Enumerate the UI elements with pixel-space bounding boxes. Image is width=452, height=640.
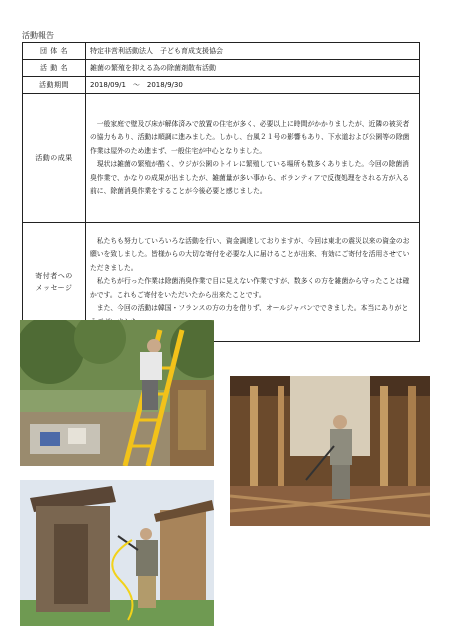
row-label-organization: 団 体 名 <box>23 43 86 60</box>
report-table <box>22 42 420 342</box>
message-paragraph-2: 私たちが行った作業は除菌消臭作業で目に見えない作業ですが、数多くの方を雑菌から守ったことは確かです。これもご寄付をいただいたから出来たことです。 <box>90 277 410 299</box>
message-paragraph-3: また、今回の活動は韓国・フランスの方の力を借りず、オールジャパンでできました。本当にありがと <box>96 304 409 313</box>
page-title: 活動報告 <box>22 31 54 40</box>
activity-photo-ladder <box>20 320 214 466</box>
row-label-period: 活動期間 <box>23 77 86 94</box>
results-paragraph-1: 一般家庭で壁及び床が解体済みで放置の住宅が多く、必要以上に時間がかかりましたが、近隣の被災者の協力もあり、活動は順調に進みました。しかし、台風２１号の影響もあり、下水道および公園等の除菌作業は屋外のため進まず、一般住宅が中心となりました。 <box>90 119 410 155</box>
message-paragraph-1: 私たちも努力していろいろな活動を行い、資金調達しておりますが、今回は東北の震災以来の資金のお願いを致しました。皆様からの大切な寄付を必要な人に届けることが出来、有効にご寄付を活用させていただきました。 <box>90 236 410 272</box>
table-row <box>23 60 420 77</box>
row-value-organization: 特定非営利活動法人 子ども育成支援協会 <box>86 43 420 60</box>
table-row <box>23 94 420 223</box>
results-paragraph-2: 現状は雑菌の繁殖が酷く、ウジが公園のトイレに繁殖している場所も数多くありました。今回の除菌消臭作業で、かなりの成果が出ましたが、雑菌量が多い事から、ボランティアで反復処理をされる方が入る前に、除菌消臭作業をすることが今後必要と感じました。 <box>90 160 409 195</box>
activity-photo-shed <box>20 480 214 626</box>
row-value-period: 2018/09/1 ～ 2018/9/30 <box>86 77 420 94</box>
results-label: 活動の成果 <box>23 94 86 223</box>
results-text <box>86 94 420 223</box>
table-row <box>23 77 420 94</box>
activity-photo-interior <box>230 376 430 526</box>
table-row <box>23 43 420 60</box>
message-label-line-2: メッセージ <box>35 284 73 292</box>
row-label-activity: 活 動 名 <box>23 60 86 77</box>
message-label-line-1: 寄付者への <box>35 272 73 280</box>
row-value-activity: 雑菌の繁殖を抑える為の除菌剤散布活動 <box>86 60 420 77</box>
